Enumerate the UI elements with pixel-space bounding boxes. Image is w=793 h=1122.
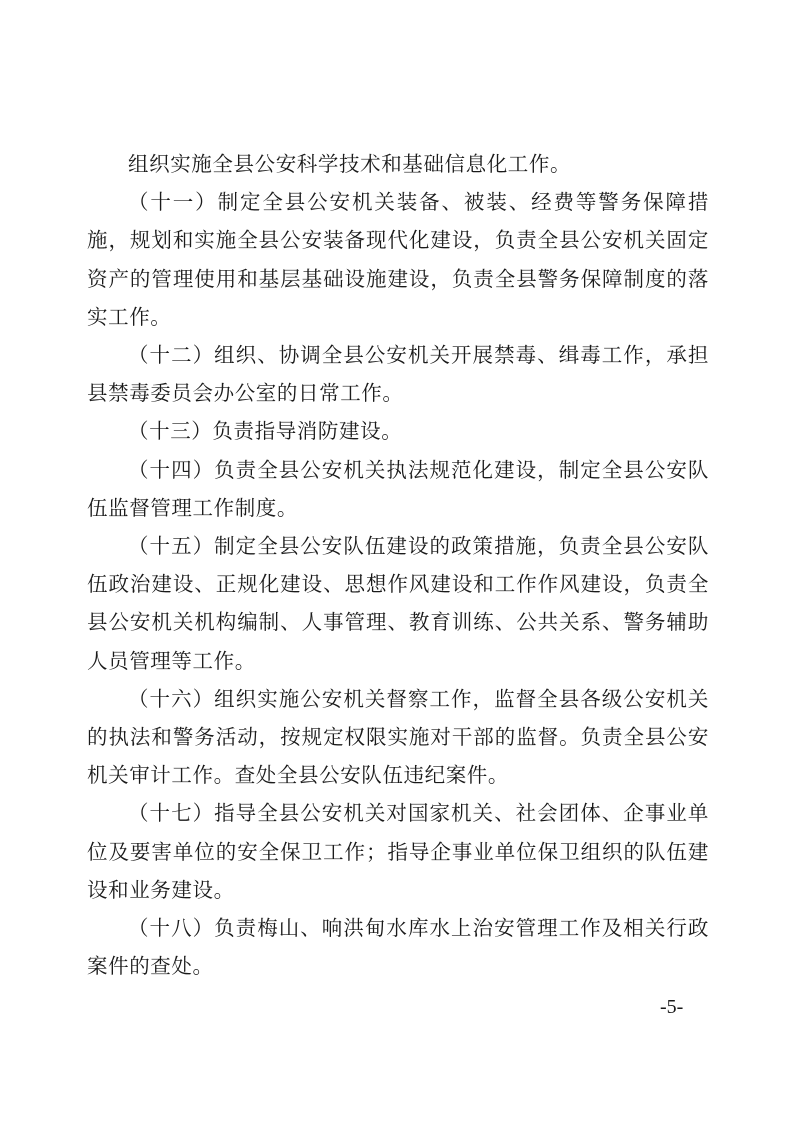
paragraph-item-17: （十七）指导全县公安机关对国家机关、社会团体、企事业单位及要害单位的安全保卫工作；指导企事业单位保卫组织的队伍建设和业务建设。: [87, 801, 709, 902]
paragraph-item-15: （十五）制定全县公安队伍建设的政策措施，负责全县公安队伍政治建设、正规化建设、思想作风建设和工作作风建设，负责全县公安机关机构编制、人事管理、教育训练、公共关系、警务辅助人员管理等工作。: [87, 534, 709, 673]
paragraph-item-11: （十一）制定全县公安机关装备、被装、经费等警务保障措施，规划和实施全县公安装备现代化建设，负责全县公安机关固定资产的管理使用和基层基础设施建设，负责全县警务保障制度的落实工作。: [87, 190, 709, 329]
paragraph-item-14: （十四）负责全县公安机关执法规范化建设，制定全县公安队伍监督管理工作制度。: [87, 457, 709, 520]
paragraph-item-16: （十六）组织实施公安机关督察工作，监督全县各级公安机关的执法和警务活动，按规定权限实施对干部的监督。负责全县公安机关审计工作。查处全县公安队伍违纪案件。: [87, 686, 709, 788]
page-number: -5-: [660, 996, 684, 1018]
paragraph-item-12: （十二）组织、协调全县公安机关开展禁毒、缉毒工作，承担县禁毒委员会办公室的日常工作。: [87, 343, 709, 406]
paragraph-item-13: （十三）负责指导消防建设。: [128, 419, 403, 444]
paragraph-continuation: 组织实施全县公安科学技术和基础信息化工作。: [128, 152, 572, 176]
document-body: [87, 145, 709, 985]
paragraph-item-18: （十八）负责梅山、响洪甸水库水上治安管理工作及相关行政案件的查处。: [87, 916, 709, 979]
